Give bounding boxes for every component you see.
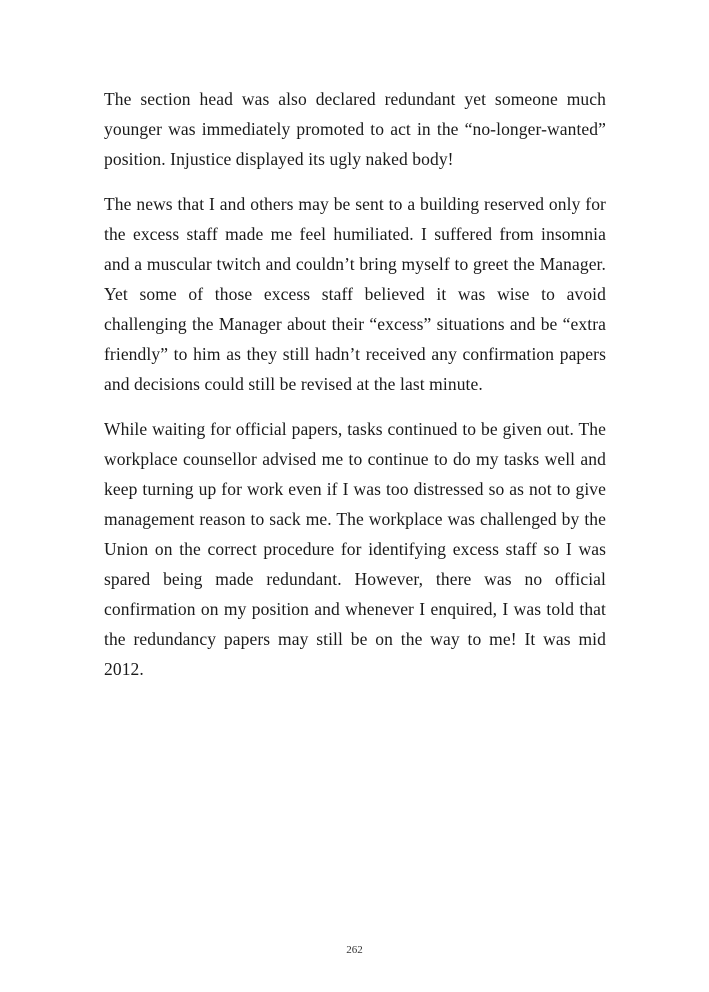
paragraph: The section head was also declared redundant yet someone much younger was immediately promoted to act in the “no-longer-wanted” position. Injustice displayed its ugly naked body! — [104, 89, 606, 169]
paragraph: While waiting for official papers, tasks continued to be given out. The workplace counsellor advised me to continue to do my tasks well and keep turning up for work even if I was too distressed so as not to give management reason to sack me. The workplace was challenged by the Union on the correct procedure for identifying excess staff so I was spared being made redundant. However, there was no official confirmation on my position and whenever I enquired, I was told that the redundancy papers may still be on the way to me! It was mid 2012. — [104, 419, 606, 679]
body-text — [104, 84, 606, 684]
page-number: 262 — [346, 944, 363, 956]
paragraph: The news that I and others may be sent to a building reserved only for the excess staff made me feel humiliated. I suffered from insomnia and a muscular twitch and couldn’t bring myself to greet the Manager. Yet some of those excess staff believed it was wise to avoid challenging the Manager about their “excess” situations and be “extra friendly” to him as they still hadn’t received any confirmation papers and decisions could still be revised at the last minute. — [104, 194, 606, 394]
